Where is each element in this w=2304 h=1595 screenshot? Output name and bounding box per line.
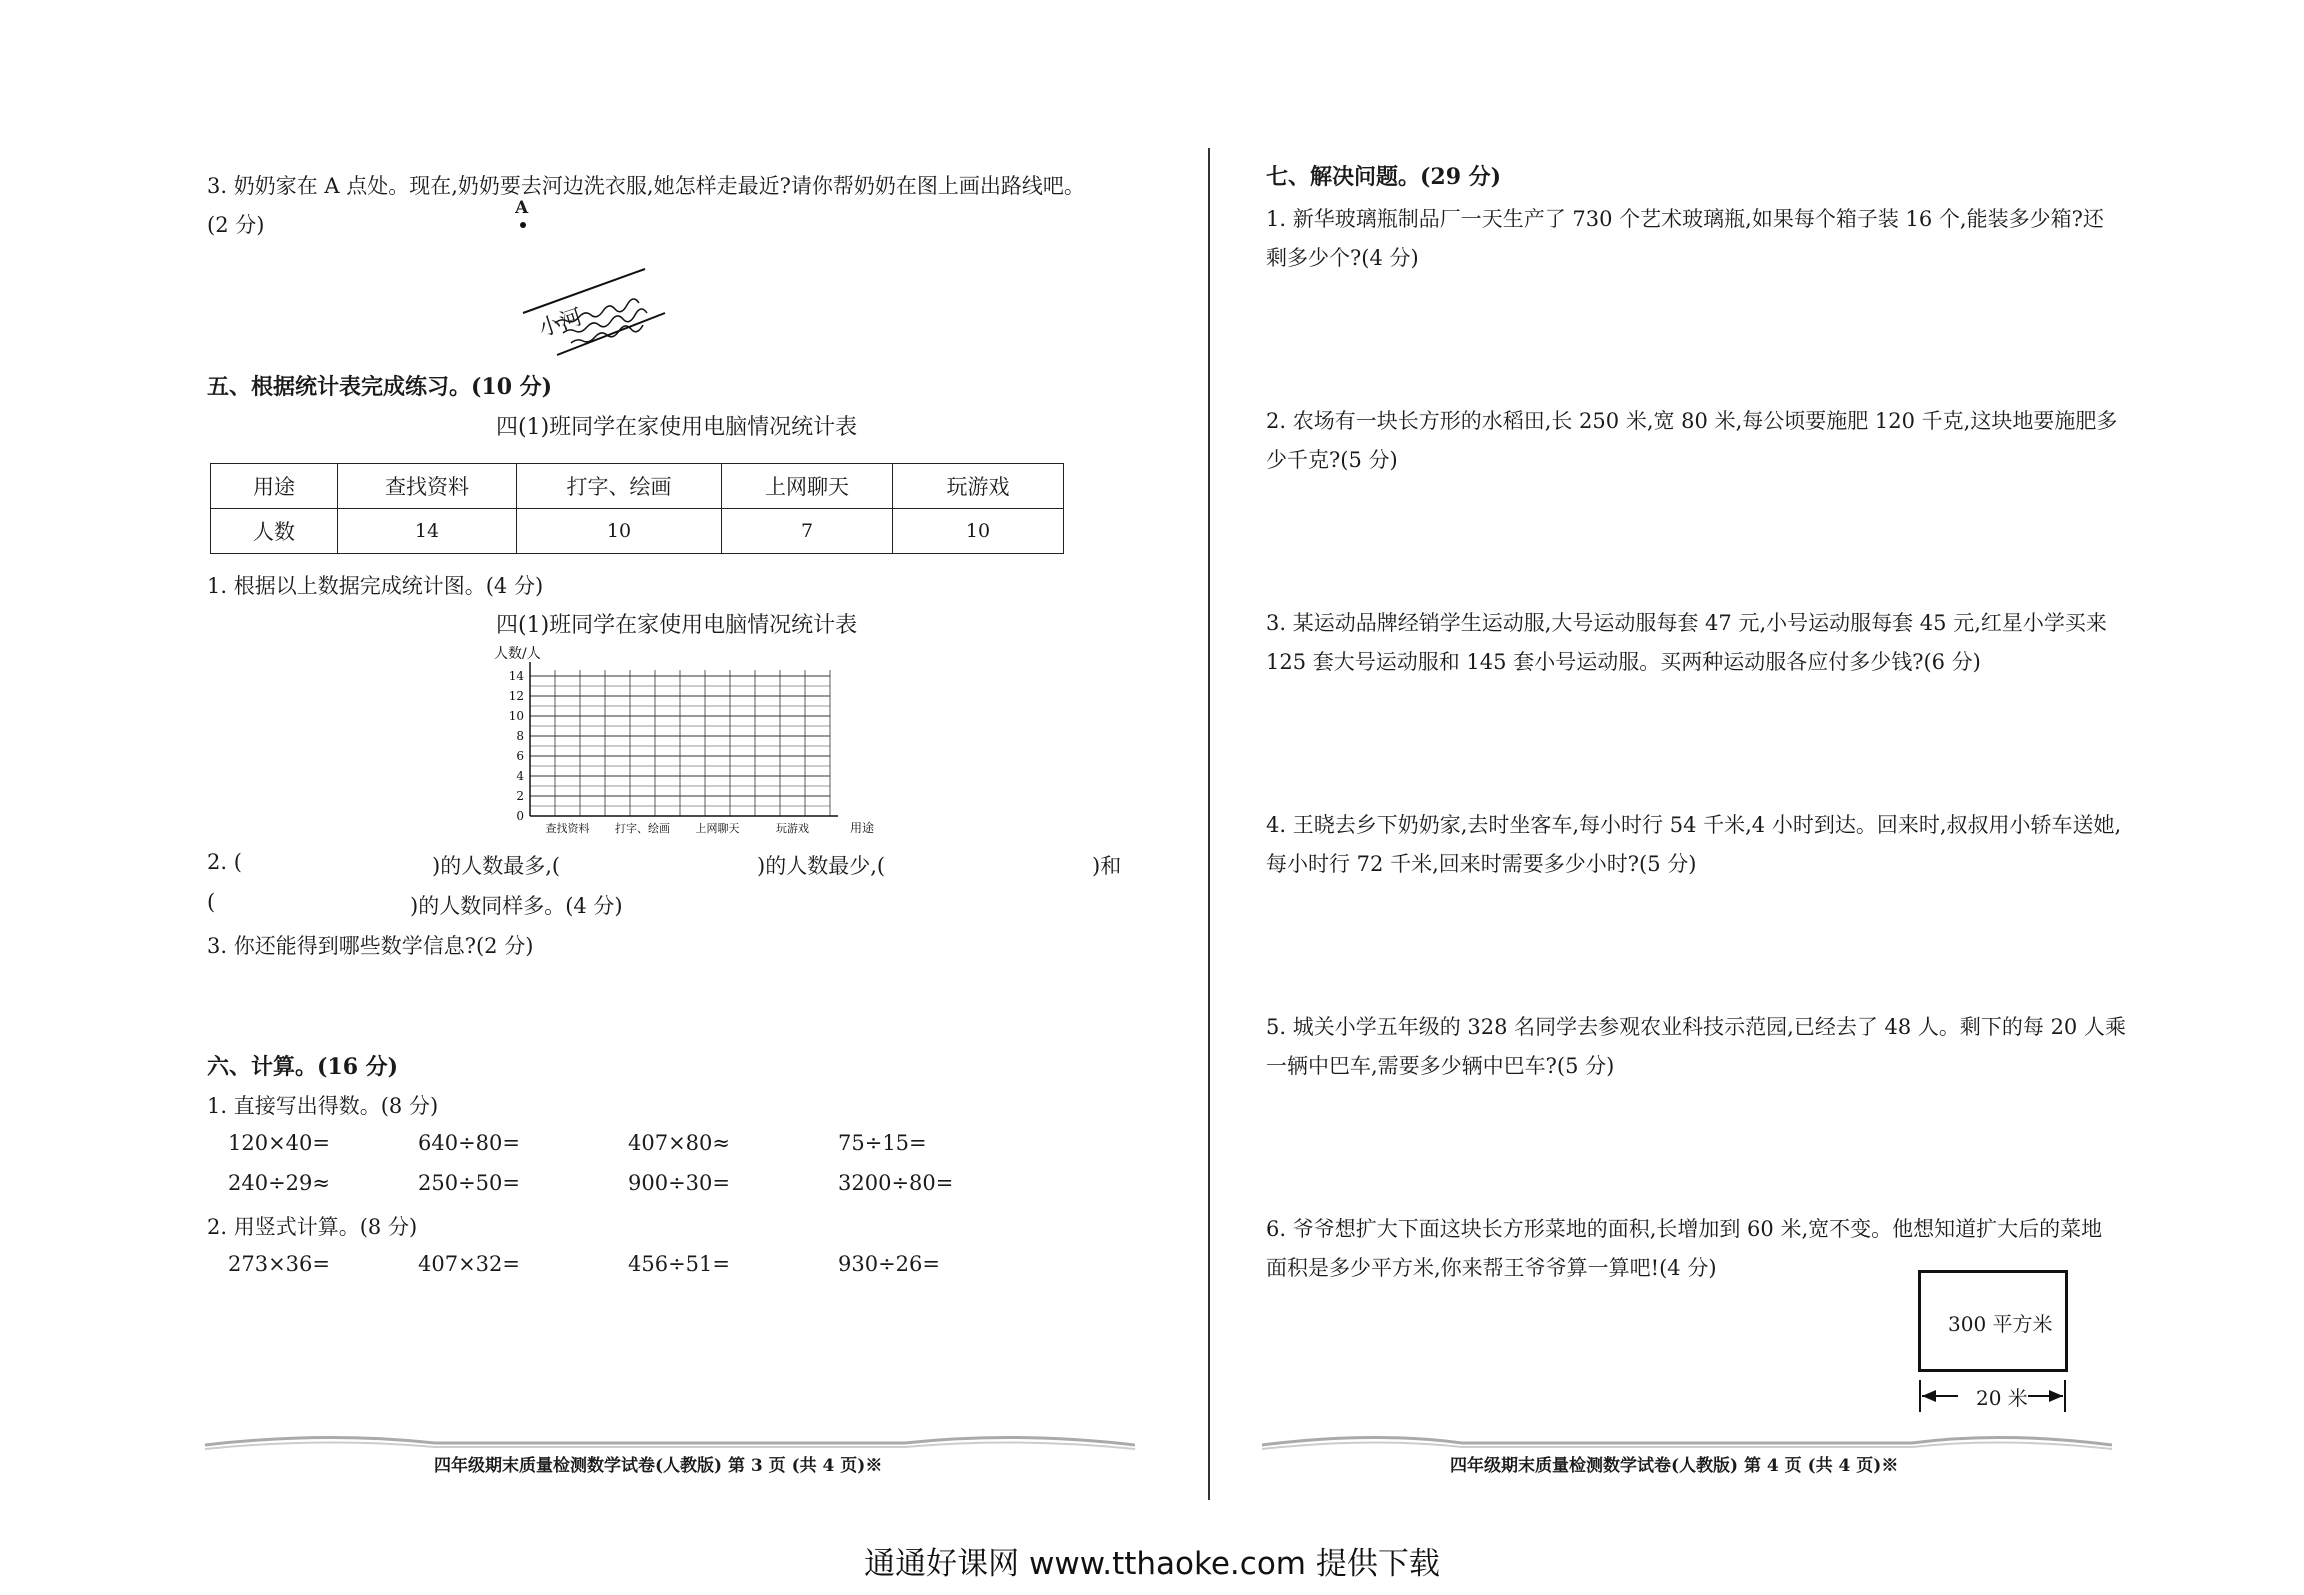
calc-item: 407×32=: [418, 1252, 520, 1276]
table-header-cell: 上网聊天: [722, 464, 893, 509]
y-tick-label: 10: [508, 709, 524, 723]
problem-1-text: 1. 新华玻璃瓶制品厂一天生产了 730 个艺术玻璃瓶,如果每个箱子装 16 个,能装多少箱?还: [1266, 207, 2104, 231]
table-cell: 10: [517, 509, 722, 554]
section-6-title: 六、计算。(16 分): [207, 1054, 399, 1080]
question-3-text: 3. 奶奶家在 A 点处。现在,奶奶要去河边洗衣服,她怎样走最近?请你帮奶奶在图上画出路线吧。: [207, 174, 1085, 198]
section-5-q2-a: 2. (: [207, 850, 242, 874]
problem-6-text: 6. 爷爷想扩大下面这块长方形菜地的面积,长增加到 60 米,宽不变。他想知道扩大后的菜地: [1266, 1217, 2103, 1241]
left-page-footer: 四年级期末质量检测数学试卷(人教版) 第 3 页 (共 4 页)※: [434, 1456, 883, 1476]
table-cell: 7: [722, 509, 893, 554]
section-5-title: 五、根据统计表完成练习。(10 分): [207, 374, 553, 400]
calc-item: 240÷29≈: [228, 1171, 330, 1195]
calc-item: 75÷15=: [838, 1131, 927, 1155]
y-tick-label: 12: [508, 689, 524, 703]
calc-item: 407×80≈: [628, 1131, 730, 1155]
calc-item: 120×40=: [228, 1131, 330, 1155]
river-label: 小河: [535, 304, 586, 343]
table-header-cell: 玩游戏: [893, 464, 1064, 509]
bar-chart-grid: [490, 640, 910, 840]
problem-3-text-2: 125 套大号运动服和 145 套小号运动服。买两种运动服各应付多少钱?(6 分): [1266, 650, 1981, 674]
field-width-label: 20 米: [1976, 1386, 2028, 1410]
table-title: 四(1)班同学在家使用电脑情况统计表: [496, 415, 858, 440]
statistics-table: [210, 463, 1064, 554]
x-axis-label: 用途: [850, 821, 875, 835]
y-axis-label: 人数/人: [494, 646, 541, 662]
x-tick-label: 玩游戏: [776, 822, 809, 835]
calc-item: 456÷51=: [628, 1252, 730, 1276]
calc-item: 250÷50=: [418, 1171, 520, 1195]
problem-4-text-2: 每小时行 72 千米,回来时需要多少小时?(5 分): [1266, 852, 1697, 876]
section-6-q2: 2. 用竖式计算。(8 分): [207, 1215, 418, 1239]
problem-2-text: 2. 农场有一块长方形的水稻田,长 250 米,宽 80 米,每公顷要施肥 120 千克,这块地要施肥多: [1266, 409, 2118, 433]
calc-item: 273×36=: [228, 1252, 330, 1276]
x-tick-label: 查找资料: [545, 822, 590, 835]
section-5-q2-b: )的人数最多,(: [432, 854, 561, 878]
y-tick-label: 6: [516, 749, 524, 763]
y-tick-label: 14: [508, 669, 524, 683]
section-5-q1: 1. 根据以上数据完成统计图。(4 分): [207, 574, 544, 598]
table-header-cell: 打字、绘画: [517, 464, 722, 509]
problem-6-text-2: 面积是多少平方米,你来帮王爷爷算一算吧!(4 分): [1266, 1256, 1717, 1280]
problem-5-text-2: 一辆中巴车,需要多少辆中巴车?(5 分): [1266, 1054, 1615, 1078]
question-3-score: (2 分): [207, 213, 265, 237]
section-6-q1: 1. 直接写出得数。(8 分): [207, 1094, 439, 1118]
table-header-cell: 查找资料: [338, 464, 517, 509]
problem-4-text: 4. 王晓去乡下奶奶家,去时坐客车,每小时行 54 千米,4 小时到达。回来时,叔叔用小轿车送她,: [1266, 813, 2122, 837]
table-cell: 14: [338, 509, 517, 554]
section-7-title: 七、解决问题。(29 分): [1266, 164, 1502, 190]
table-row-label: 人数: [211, 509, 338, 554]
page-divider: [1208, 148, 1210, 1500]
problem-5-text: 5. 城关小学五年级的 328 名同学去参观农业科技示范园,已经去了 48 人。剩下的每 20 人乘: [1266, 1015, 2126, 1039]
table-cell: 10: [893, 509, 1064, 554]
point-a-dot: [520, 222, 526, 228]
site-credit: 通通好课网 www.tthaoke.com 提供下载: [864, 1546, 1440, 1582]
field-area-label: 300 平方米: [1948, 1312, 2053, 1336]
table-header-row: [211, 464, 1064, 509]
calc-item: 3200÷80=: [838, 1171, 954, 1195]
section-5-q2-e: (: [207, 890, 216, 914]
x-tick-label: 打字、绘画: [615, 822, 670, 835]
problem-3-text: 3. 某运动品牌经销学生运动服,大号运动服每套 47 元,小号运动服每套 45 元,红星小学买来: [1266, 611, 2107, 635]
section-5-q2-f: )的人数同样多。(4 分): [410, 894, 623, 918]
table-header-label: 用途: [211, 464, 338, 509]
table-row: [211, 509, 1064, 554]
river-diagram: [515, 255, 675, 365]
calc-item: 640÷80=: [418, 1131, 520, 1155]
y-tick-label: 2: [516, 789, 524, 803]
section-5-q2-c: )的人数最少,(: [757, 854, 886, 878]
y-tick-label: 0: [516, 809, 524, 823]
problem-1-text-2: 剩多少个?(4 分): [1266, 246, 1419, 270]
chart-title: 四(1)班同学在家使用电脑情况统计表: [496, 613, 858, 638]
y-tick-label: 8: [516, 729, 524, 743]
calc-item: 900÷30=: [628, 1171, 730, 1195]
section-5-q2-d: )和: [1092, 854, 1122, 878]
right-page-footer: 四年级期末质量检测数学试卷(人教版) 第 4 页 (共 4 页)※: [1450, 1456, 1899, 1476]
y-tick-label: 4: [516, 769, 524, 783]
problem-2-text-2: 少千克?(5 分): [1266, 448, 1398, 472]
point-a-label: A: [515, 198, 529, 218]
x-tick-label: 上网聊天: [695, 822, 740, 835]
calc-item: 930÷26=: [838, 1252, 940, 1276]
section-5-q3: 3. 你还能得到哪些数学信息?(2 分): [207, 934, 534, 958]
